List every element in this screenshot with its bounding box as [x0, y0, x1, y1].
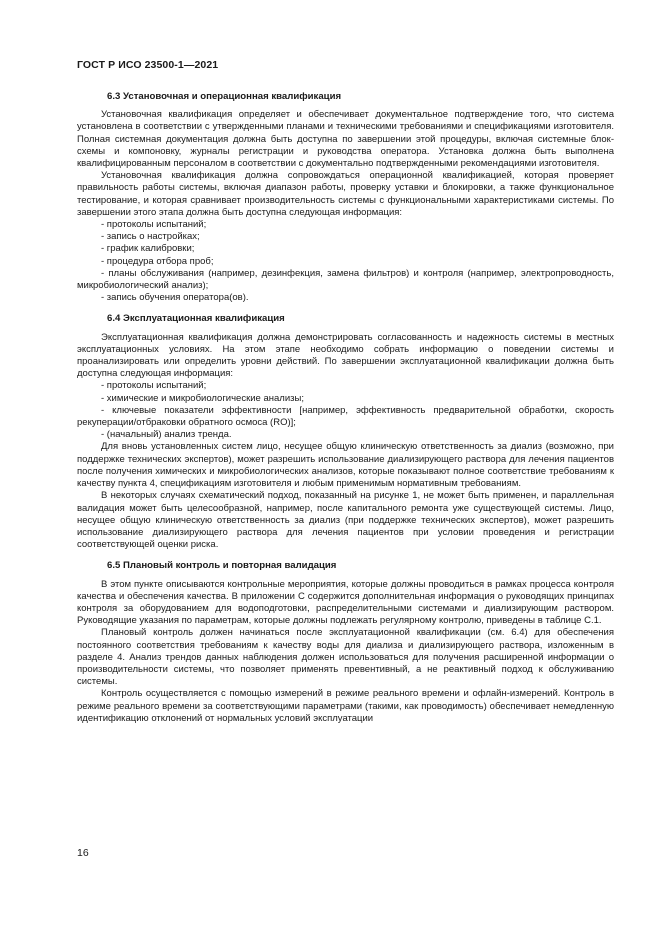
list-item: - график калибровки; — [101, 243, 195, 255]
document-body — [77, 91, 614, 734]
paragraph: Установочная квалификация должна сопровождаться операционной квалификацией, которая проверяет правильность работы системы, включая диапазон работы, проверку уставки и блокировки, а также функциональное тестирование, и которая сравнивает производительность системы с функциональными характеристиками системы. По завершении этого этапа должна быть доступна следующая информация: — [77, 170, 614, 218]
section-title: 6.5 Плановый контроль и повторная валидация — [107, 560, 337, 572]
list-item: - запись обучения оператора(ов). — [101, 292, 249, 304]
paragraph: Контроль осуществляется с помощью измерений в режиме реального времени и офлайн-измерений. Контроль в режиме реального времени за соответствующими параметрами (такими, как проводимость) обеспечивает немедленную идентификацию отклонений от нормальных условий эксплуатации — [77, 688, 614, 724]
list-item: - процедура отбора проб; — [101, 255, 214, 267]
list-item: - (начальный) анализ тренда. — [101, 429, 232, 441]
list-item: - протоколы испытаний; — [101, 380, 207, 392]
list-item: - химические и микробиологические анализы; — [101, 392, 304, 404]
paragraph: Установочная квалификация определяет и обеспечивает документальное подтверждение того, что система установлена в соответствии с утвержденными планами и техническими требованиями и спецификациями изготовителя. Полная системная документация должна быть доступна по завершении этой процедуры, включая системные блок-схемы и компоновку, журналы регистрации и руководства оператора. Установка должна быть выполнена квалифицированным персоналом в соответствии с документально подтвержденными рекомендациями изготовителя. — [77, 109, 614, 170]
list-item: - протоколы испытаний; — [101, 219, 207, 231]
paragraph: Плановый контроль должен начинаться после эксплуатационной квалификации (см. 6.4) для обеспечения постоянного соответствия требованиям к качеству воды для диализа и диализирующего раствора, изложенным в разделе 4. Анализ трендов данных наблюдения должен использоваться для получения расширенной информации о производительности системы, что позволяет применять превентивный, а не реактивный подход к обслуживанию системы. — [77, 627, 614, 688]
list-item: - ключевые показатели эффективности [например, эффективность предварительной обработки, скорость рекуперации/отбраковки обратного осмоса (RO)]; — [77, 404, 614, 429]
paragraph: Для вновь установленных систем лицо, несущее общую клиническую ответственность за диализ (возможно, при поддержке технических экспертов), может разрешить использование диализирующего раствора для лечения пациентов после получения химических и микробиологических анализов, которые показывают полное соответствие требованиям к качеству пункта 4, спецификациям изготовителя и любым применимым нормативным требованиям. — [77, 441, 614, 490]
section-6-3 — [77, 91, 614, 304]
list-item: - планы обслуживания (например, дезинфекция, замена фильтров) и контроля (например, электропроводность, микробиологический анализ); — [77, 267, 614, 292]
paragraph: Эксплуатационная квалификация должна демонстрировать согласованность и надежность системы в местных эксплуатационных условиях. На этом этапе необходимо собрать информацию о поведении системы и проанализировать или определить уровни действий. По завершении эксплуатационной квалификации должна быть доступна следующая информация: — [77, 331, 614, 380]
list-item: - запись о настройках; — [101, 231, 200, 243]
section-title: 6.4 Эксплуатационная квалификация — [107, 313, 285, 325]
section-title: 6.3 Установочная и операционная квалификация — [107, 91, 342, 102]
paragraph: В некоторых случаях схематический подход, показанный на рисунке 1, не может быть применен, и параллельная валидация может быть целесообразной, например, после капитального ремонта уже существующей системы. Лицо, несущее общую клиническую ответственность за диализ (при поддержке технических экспертов), может разрешить использование диализирующего раствора для лечения пациентов при условии проведения и регистрации соответствующей оценки риска. — [77, 490, 614, 551]
document-header: ГОСТ Р ИСО 23500-1—2021 — [77, 59, 219, 71]
section-6-4 — [77, 313, 614, 551]
section-6-5 — [77, 560, 614, 725]
page-number: 16 — [77, 847, 89, 859]
paragraph: В этом пункте описываются контрольные мероприятия, которые должны проводиться в рамках процесса контроля качества и обеспечения качества. В приложении С содержится дополнительная информация о руководящих принципах контроля за оборудованием для водоподготовки, распределительными системами и диализирующим раствором. Руководящие указания по параметрам, которые должны подлежать регулярному контролю, приведены в таблице С.1. — [77, 578, 614, 627]
